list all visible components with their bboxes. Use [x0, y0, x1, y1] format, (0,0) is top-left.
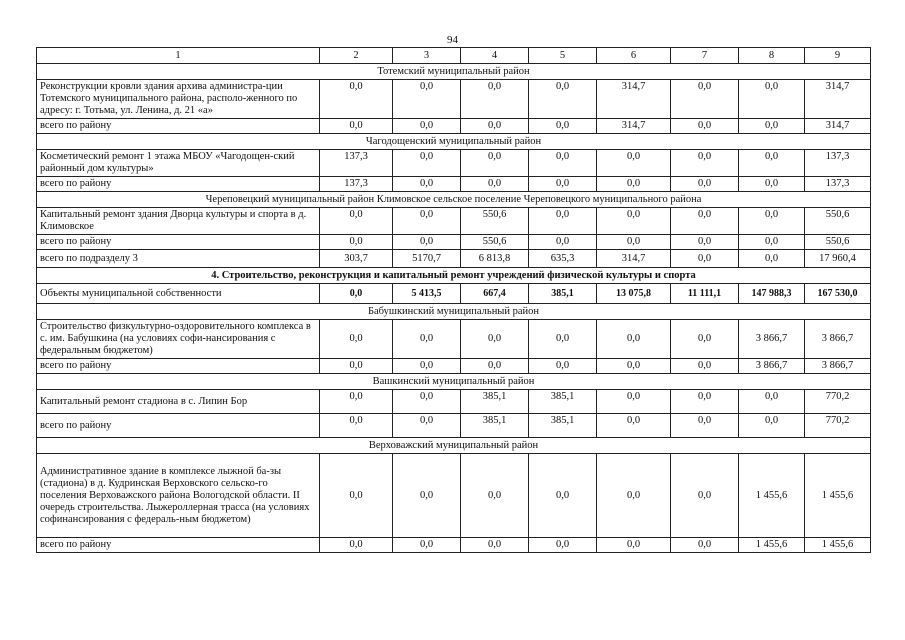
value-cell-col-7: 0,0 — [671, 119, 739, 134]
value-cell-col-8: 1 455,6 — [739, 538, 805, 553]
value-cell-col-6: 0,0 — [597, 320, 671, 359]
value-cell-col-9: 3 866,7 — [805, 359, 871, 374]
table-row — [37, 538, 871, 553]
row-name: Объекты муниципальной собственности — [37, 284, 320, 304]
value-cell-col-5: 0,0 — [529, 454, 597, 538]
district-heading: Верховажский муниципальный район — [37, 438, 871, 454]
value-cell-col-3: 0,0 — [393, 235, 461, 250]
value-cell-col-7: 0,0 — [671, 80, 739, 119]
value-cell-col-4: 0,0 — [461, 538, 529, 553]
district-heading: Тотемский муниципальный район — [37, 64, 871, 80]
value-cell-col-7: 0,0 — [671, 150, 739, 177]
value-cell-col-3: 0,0 — [393, 119, 461, 134]
value-cell-col-9: 1 455,6 — [805, 538, 871, 553]
value-cell-col-7: 0,0 — [671, 454, 739, 538]
value-cell-col-9: 770,2 — [805, 414, 871, 438]
row-name: всего по району — [37, 359, 320, 374]
value-cell-col-5: 0,0 — [529, 235, 597, 250]
table-row — [37, 235, 871, 250]
value-cell-col-3: 0,0 — [393, 538, 461, 553]
page-number: 94 — [447, 34, 458, 46]
value-cell-col-5: 0,0 — [529, 80, 597, 119]
table-row — [37, 414, 871, 438]
value-cell-col-4: 385,1 — [461, 390, 529, 414]
value-cell-col-4: 0,0 — [461, 150, 529, 177]
value-cell-col-4: 550,6 — [461, 235, 529, 250]
value-cell-col-8: 1 455,6 — [739, 454, 805, 538]
row-name: всего по району — [37, 538, 320, 553]
column-header-3: 3 — [393, 48, 461, 64]
row-name: Косметический ремонт 1 этажа МБОУ «Чагодощен-ский районный дом культуры» — [37, 150, 320, 177]
district-heading: Череповецкий муниципальный район Климовское сельское поселение Череповецкого муниципального района — [37, 192, 871, 208]
value-cell-col-6: 314,7 — [597, 80, 671, 119]
column-header-4: 4 — [461, 48, 529, 64]
value-cell-col-2: 0,0 — [320, 284, 393, 304]
value-cell-col-9: 137,3 — [805, 177, 871, 192]
value-cell-col-5: 0,0 — [529, 208, 597, 235]
district-heading: Бабушкинский муниципальный район — [37, 304, 871, 320]
value-cell-col-2: 0,0 — [320, 359, 393, 374]
value-cell-col-4: 0,0 — [461, 454, 529, 538]
value-cell-col-8: 0,0 — [739, 80, 805, 119]
row-name: Капитальный ремонт стадиона в с. Липин Бор — [37, 390, 320, 414]
value-cell-col-8: 0,0 — [739, 414, 805, 438]
value-cell-col-7: 0,0 — [671, 414, 739, 438]
value-cell-col-2: 0,0 — [320, 454, 393, 538]
row-name: Административное здание в комплексе лыжной ба-зы (стадиона) в д. Кудринская Верховского сельско-го поселения Верховажского района Вологодской области. II очередь строительства. Лыжероллерная трасса (на условиях софинансирования с федераль-ным бюджетом) — [37, 454, 320, 538]
value-cell-col-6: 314,7 — [597, 250, 671, 268]
value-cell-col-9: 3 866,7 — [805, 320, 871, 359]
district-heading: Вашкинский муниципальный район — [37, 374, 871, 390]
value-cell-col-6: 0,0 — [597, 235, 671, 250]
value-cell-col-6: 314,7 — [597, 119, 671, 134]
value-cell-col-4: 0,0 — [461, 80, 529, 119]
value-cell-col-9: 314,7 — [805, 80, 871, 119]
value-cell-col-2: 0,0 — [320, 119, 393, 134]
value-cell-col-4: 667,4 — [461, 284, 529, 304]
value-cell-col-5: 385,1 — [529, 284, 597, 304]
value-cell-col-6: 0,0 — [597, 150, 671, 177]
column-header-5: 5 — [529, 48, 597, 64]
value-cell-col-3: 0,0 — [393, 390, 461, 414]
table-row — [37, 250, 871, 268]
value-cell-col-2: 0,0 — [320, 414, 393, 438]
value-cell-col-2: 0,0 — [320, 208, 393, 235]
budget-table — [36, 47, 871, 553]
value-cell-col-6: 0,0 — [597, 359, 671, 374]
table-body — [37, 48, 871, 553]
table-row — [37, 284, 871, 304]
value-cell-col-3: 0,0 — [393, 150, 461, 177]
district-heading-row — [37, 64, 871, 80]
district-heading: Чагодощенский муниципальный район — [37, 134, 871, 150]
value-cell-col-5: 0,0 — [529, 119, 597, 134]
value-cell-col-7: 0,0 — [671, 250, 739, 268]
district-heading-row — [37, 134, 871, 150]
value-cell-col-6: 13 075,8 — [597, 284, 671, 304]
value-cell-col-6: 0,0 — [597, 538, 671, 553]
value-cell-col-8: 3 866,7 — [739, 359, 805, 374]
value-cell-col-8: 0,0 — [739, 390, 805, 414]
value-cell-col-9: 550,6 — [805, 235, 871, 250]
table-row — [37, 177, 871, 192]
value-cell-col-5: 0,0 — [529, 177, 597, 192]
table-row — [37, 390, 871, 414]
district-heading-row — [37, 304, 871, 320]
table-row — [37, 208, 871, 235]
value-cell-col-5: 0,0 — [529, 359, 597, 374]
value-cell-col-2: 0,0 — [320, 235, 393, 250]
value-cell-col-3: 0,0 — [393, 320, 461, 359]
value-cell-col-2: 0,0 — [320, 320, 393, 359]
value-cell-col-9: 17 960,4 — [805, 250, 871, 268]
row-name: всего по району — [37, 177, 320, 192]
value-cell-col-7: 0,0 — [671, 177, 739, 192]
table-row — [37, 119, 871, 134]
value-cell-col-5: 0,0 — [529, 150, 597, 177]
value-cell-col-2: 303,7 — [320, 250, 393, 268]
table-row — [37, 454, 871, 538]
value-cell-col-7: 0,0 — [671, 359, 739, 374]
value-cell-col-3: 0,0 — [393, 359, 461, 374]
value-cell-col-7: 0,0 — [671, 538, 739, 553]
value-cell-col-5: 0,0 — [529, 320, 597, 359]
value-cell-col-8: 0,0 — [739, 208, 805, 235]
value-cell-col-8: 0,0 — [739, 250, 805, 268]
column-header-1: 1 — [37, 48, 320, 64]
value-cell-col-4: 0,0 — [461, 320, 529, 359]
value-cell-col-7: 11 111,1 — [671, 284, 739, 304]
value-cell-col-9: 314,7 — [805, 119, 871, 134]
value-cell-col-2: 0,0 — [320, 80, 393, 119]
value-cell-col-3: 5 413,5 — [393, 284, 461, 304]
value-cell-col-3: 0,0 — [393, 208, 461, 235]
value-cell-col-2: 0,0 — [320, 390, 393, 414]
value-cell-col-5: 635,3 — [529, 250, 597, 268]
subsection-heading: 4. Строительство, реконструкция и капитальный ремонт учреждений физической культуры и спорта — [37, 268, 871, 284]
row-name: всего по району — [37, 235, 320, 250]
value-cell-col-2: 137,3 — [320, 150, 393, 177]
row-name: Капитальный ремонт здания Дворца культуры и спорта в д. Климовское — [37, 208, 320, 235]
value-cell-col-8: 3 866,7 — [739, 320, 805, 359]
value-cell-col-2: 137,3 — [320, 177, 393, 192]
column-number-header — [37, 48, 871, 64]
value-cell-col-7: 0,0 — [671, 390, 739, 414]
value-cell-col-8: 0,0 — [739, 177, 805, 192]
value-cell-col-9: 770,2 — [805, 390, 871, 414]
value-cell-col-4: 0,0 — [461, 359, 529, 374]
value-cell-col-9: 550,6 — [805, 208, 871, 235]
value-cell-col-4: 0,0 — [461, 119, 529, 134]
value-cell-col-7: 0,0 — [671, 320, 739, 359]
value-cell-col-3: 0,0 — [393, 177, 461, 192]
row-name: всего по району — [37, 119, 320, 134]
value-cell-col-3: 5170,7 — [393, 250, 461, 268]
value-cell-col-6: 0,0 — [597, 390, 671, 414]
value-cell-col-8: 0,0 — [739, 150, 805, 177]
column-header-9: 9 — [805, 48, 871, 64]
table-row — [37, 359, 871, 374]
column-header-6: 6 — [597, 48, 671, 64]
column-header-2: 2 — [320, 48, 393, 64]
value-cell-col-7: 0,0 — [671, 208, 739, 235]
value-cell-col-6: 0,0 — [597, 454, 671, 538]
value-cell-col-4: 550,6 — [461, 208, 529, 235]
value-cell-col-9: 137,3 — [805, 150, 871, 177]
subsection-heading-row — [37, 268, 871, 284]
row-name: Реконструкции кровли здания архива администра-ции Тотемского муниципального района, располо-женного по адресу: г. Тотьма, ул. Ленина, д. 21 «а» — [37, 80, 320, 119]
value-cell-col-2: 0,0 — [320, 538, 393, 553]
district-heading-row — [37, 192, 871, 208]
table-row — [37, 150, 871, 177]
value-cell-col-8: 0,0 — [739, 235, 805, 250]
value-cell-col-4: 6 813,8 — [461, 250, 529, 268]
value-cell-col-6: 0,0 — [597, 414, 671, 438]
value-cell-col-3: 0,0 — [393, 80, 461, 119]
row-name: всего по району — [37, 414, 320, 438]
value-cell-col-6: 0,0 — [597, 177, 671, 192]
value-cell-col-7: 0,0 — [671, 235, 739, 250]
value-cell-col-8: 0,0 — [739, 119, 805, 134]
column-header-7: 7 — [671, 48, 739, 64]
value-cell-col-6: 0,0 — [597, 208, 671, 235]
value-cell-col-5: 385,1 — [529, 390, 597, 414]
value-cell-col-4: 0,0 — [461, 177, 529, 192]
row-name: всего по подразделу 3 — [37, 250, 320, 268]
column-header-8: 8 — [739, 48, 805, 64]
row-name: Строительство физкультурно-оздоровительного комплекса в с. им. Бабушкина (на условиях софи-нансирования с федеральным бюджетом) — [37, 320, 320, 359]
district-heading-row — [37, 438, 871, 454]
value-cell-col-5: 385,1 — [529, 414, 597, 438]
value-cell-col-4: 385,1 — [461, 414, 529, 438]
value-cell-col-3: 0,0 — [393, 454, 461, 538]
value-cell-col-3: 0,0 — [393, 414, 461, 438]
value-cell-col-9: 1 455,6 — [805, 454, 871, 538]
table-row — [37, 80, 871, 119]
table-row — [37, 320, 871, 359]
value-cell-col-5: 0,0 — [529, 538, 597, 553]
district-heading-row — [37, 374, 871, 390]
value-cell-col-8: 147 988,3 — [739, 284, 805, 304]
value-cell-col-9: 167 530,0 — [805, 284, 871, 304]
